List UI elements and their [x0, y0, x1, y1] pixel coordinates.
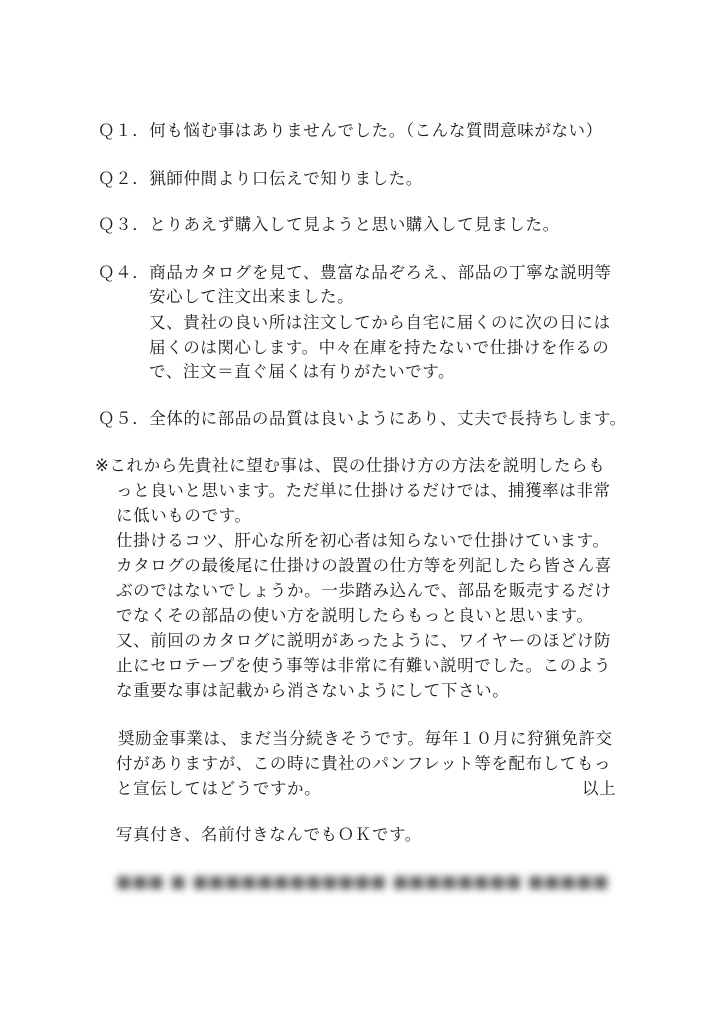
request-line-10: な重要な事は記載から消さないようにして下さい。 [116, 681, 510, 700]
answer-q5: Ｑ５．全体的に部品の品質は良いようにあり、丈夫で長持ちします。 [98, 409, 627, 428]
request-line-2: っと良いと思います。ただ単に仕掛けるだけでは、捕獲率は非常 [116, 481, 611, 500]
incentive-line-1: 奨励金事業は、まだ当分続きそうです。毎年１０月に狩猟免許交 [118, 729, 613, 748]
answer-q1: Ｑ１．何も悩む事はありませんでした。（こんな質問意味がない） [98, 121, 603, 140]
answer-q4-line-5: で、注文＝直ぐ届くは有りがたいです。 [149, 362, 456, 381]
request-line-1: ※これから先貴社に望む事は、罠の仕掛け方の方法を説明したらも [95, 456, 606, 475]
answer-q4-line-4: 届くのは関心します。中々在庫を持たないで仕掛けを作るの [149, 338, 610, 357]
answer-q4-line-3: 又、貴社の良い所は注文してから自宅に届くのに次の日には [149, 313, 611, 332]
request-line-4: 仕掛けるコツ、肝心な所を初心者は知らないで仕掛けています。 [116, 531, 610, 550]
answer-q4-line-1: Ｑ４．商品カタログを見て、豊富な品ぞろえ、部品の丁寧な説明等 [98, 263, 612, 282]
request-line-6: ぶのではないでしょうか。一歩踏み込んで、部品を販売するだけ [116, 581, 612, 600]
answer-q2: Ｑ２．猟師仲間より口伝えで知りました。 [98, 169, 423, 188]
request-line-5: カタログの最後尾に仕掛けの設置の仕方等を列記したら皆さん喜 [116, 556, 612, 575]
request-line-7: でなくその部品の使い方を説明したらもっと良いと思います。 [116, 606, 594, 625]
redacted-sender-info: ■■■ ■ ■■■■■■■■■■■■ ■■■■■■■■ ■■■■■ [116, 872, 609, 891]
answer-q3: Ｑ３．とりあえず購入して見ようと思い購入して見ました。 [98, 215, 560, 234]
answer-q4-line-2: 安心して注文出来ました。 [149, 287, 355, 306]
incentive-line-2: 付がありますが、この時に貴社のパンフレット等を配布してもっ [116, 754, 612, 773]
request-line-8: 又、前回のカタログに説明があったように、ワイヤーのほどけ防 [116, 631, 612, 650]
photo-permission: 写真付き、名前付きなんでもＯＫです。 [116, 825, 422, 844]
request-line-3: に低いものです。 [116, 506, 252, 525]
closing-signoff: 以上 [582, 779, 617, 798]
incentive-line-3: と宣伝してはどうですか。 [116, 779, 322, 798]
request-line-9: 止にセロテープを使う事等は非常に有難い説明でした。このよう [116, 656, 612, 675]
